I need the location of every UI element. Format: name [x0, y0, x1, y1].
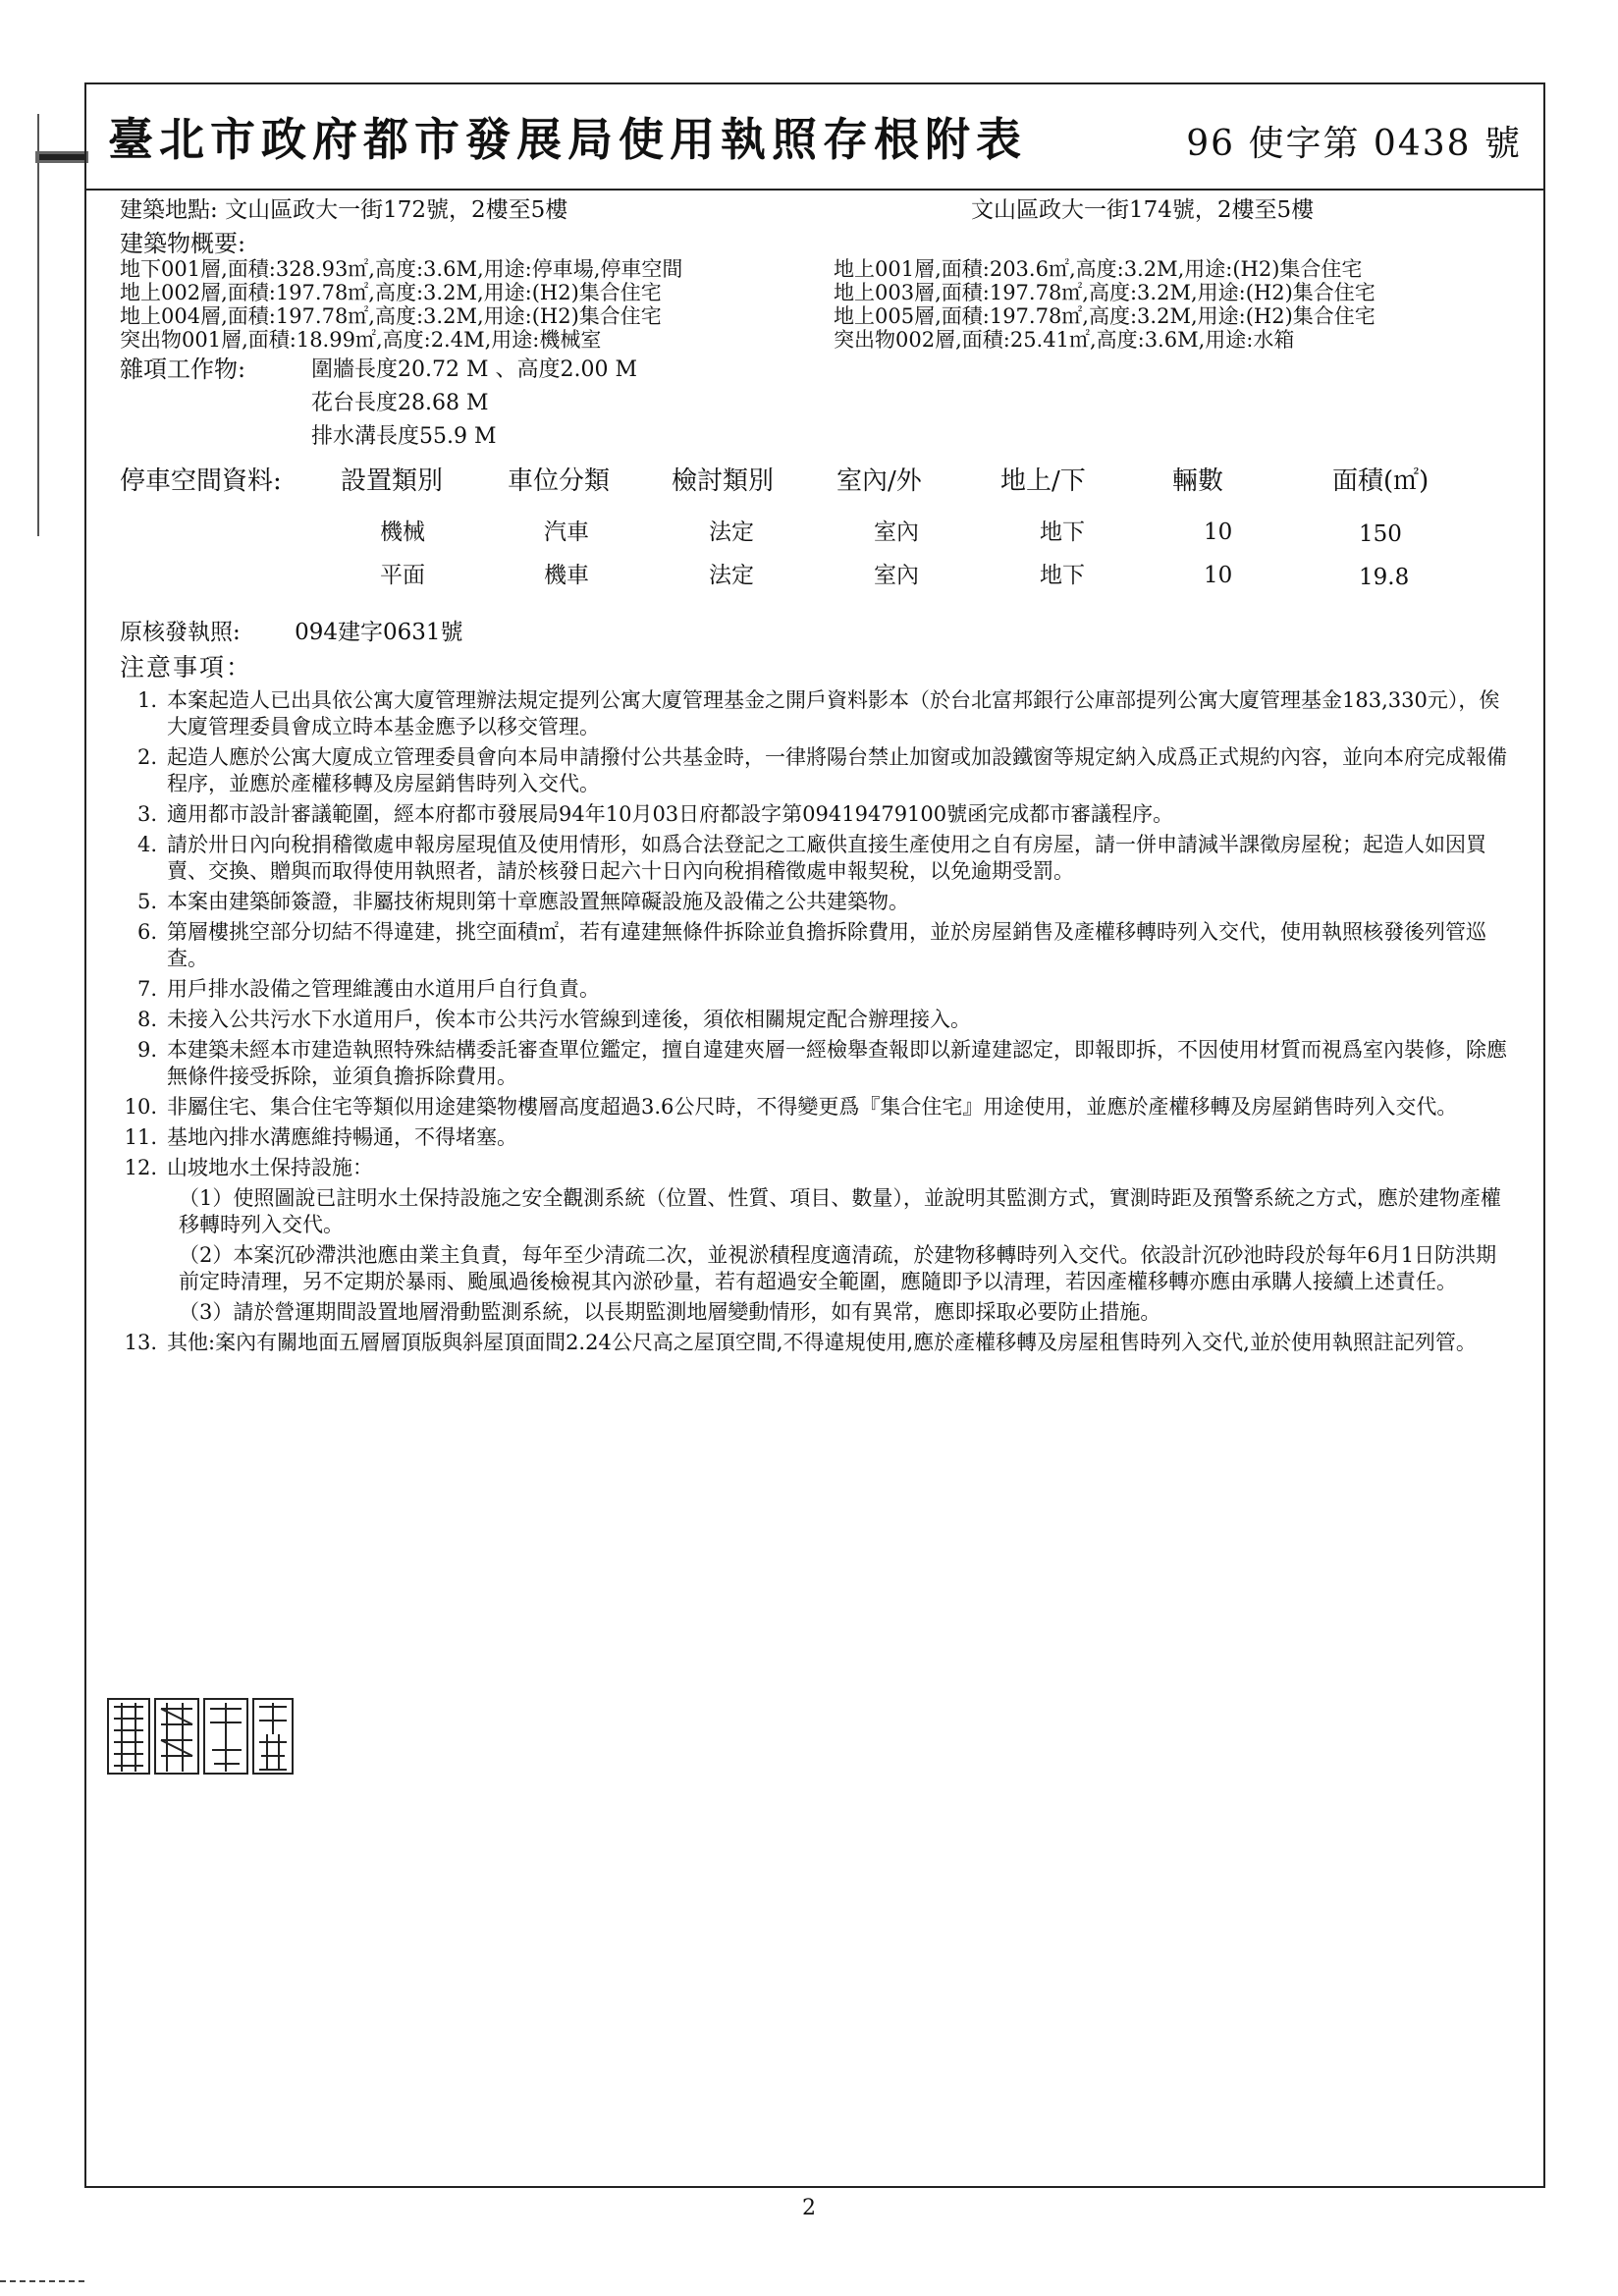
parking-cell: 10: [1204, 563, 1233, 588]
scan-edge-line: [37, 114, 39, 536]
note-text: 本案由建築師簽證，非屬技術規則第十章應設置無障礙設施及設備之公共建築物。: [167, 890, 909, 913]
note-item: [120, 1330, 1516, 1356]
building-summary-label: 建築物概要:: [120, 230, 246, 257]
parking-cell: 法定: [709, 563, 754, 588]
note-item: [120, 744, 1516, 797]
note-number: 2.: [136, 745, 157, 769]
note-text: 請於卅日內向稅捐稽徵處申報房屋現值及使用情形，如爲合法登記之工廠供直接生產使用之自有房屋，請一併申請減半課徵房屋稅；起造人如因買賣、交換、贈與而取得使用執照者，請於核發日起六十日內向稅捐稽徵處申報契稅，以免逾期受罰。: [167, 833, 1486, 883]
parking-cell: 室內: [874, 563, 919, 588]
note-number: 12.: [124, 1156, 157, 1179]
note-subitem: （2）本案沉砂滯洪池應由業主負責，每年至少清疏二次，並視淤積程度適清疏，於建物移轉時列入交代。依設計沉砂池時段於每年6月1日防洪期前定時清理，另不定期於暴雨、颱風過後檢視其內淤砂量，若有超過安全範圍，應隨即予以清理，若因產權移轉亦應由承購人接續上述責任。: [179, 1243, 1497, 1293]
misc-work-item: 圍牆長度20.72 M 、高度2.00 M: [311, 357, 637, 382]
original-permit-label: 原核發執照:: [120, 620, 241, 645]
floor-list: [120, 257, 1516, 355]
address-label: 建築地點:: [120, 197, 218, 223]
note-number: 11.: [124, 1125, 157, 1149]
note-item: [120, 1007, 1516, 1033]
original-permit-value: 094建字0631號: [295, 620, 463, 645]
floor-line: 突出物002層,面積:25.41㎡,高度:3.6M,用途:水箱: [834, 328, 1295, 352]
floor-line: 地上003層,面積:197.78㎡,高度:3.2M,用途:(H2)集合住宅: [834, 281, 1375, 304]
misc-work-item: 排水溝長度55.9 M: [311, 424, 497, 449]
floor-line: 地上004層,面積:197.78㎡,高度:3.2M,用途:(H2)集合住宅: [120, 304, 662, 328]
note-item: [120, 1124, 1516, 1151]
floor-column-right: [834, 257, 1375, 352]
parking-cell: 室內: [874, 519, 919, 545]
note-number: 10.: [124, 1095, 157, 1119]
parking-header: 面積(㎡): [1332, 466, 1429, 496]
note-number: 13.: [124, 1331, 157, 1354]
note-item: [120, 687, 1516, 740]
original-permit: [120, 621, 1516, 645]
note-text: 山坡地水土保持設施：: [167, 1156, 373, 1179]
floor-line: 地下001層,面積:328.93㎡,高度:3.6M,用途:停車場,停車空間: [120, 257, 683, 281]
parking-cell: 地下: [1040, 519, 1085, 545]
official-seal-stamp-icon: [104, 1695, 296, 1777]
note-text: 本案起造人已出具依公寓大廈管理辦法規定提列公寓大廈管理基金之開戶資料影本（於台北富邦銀行公庫部提列公寓大廈管理基金183,330元），俟大廈管理委員會成立時本基金應予以移交管理。: [167, 688, 1500, 738]
parking-cell: 19.8: [1359, 565, 1410, 590]
note-item: [120, 832, 1516, 885]
parking-label: 停車空間資料:: [120, 466, 282, 496]
misc-works: [120, 357, 1516, 456]
floor-line: 地上002層,面積:197.78㎡,高度:3.2M,用途:(H2)集合住宅: [120, 281, 662, 304]
document-title: 臺北市政府都市發展局使用執照存根附表: [108, 113, 1027, 166]
parking-cell: 機車: [544, 563, 589, 588]
permit-number: 96 使字第 0438 號: [1186, 124, 1522, 164]
note-item: [120, 919, 1516, 972]
parking-header: 輛數: [1172, 466, 1224, 496]
note-text: 非屬住宅、集合住宅等類似用途建築物樓層高度超過3.6公尺時，不得變更爲『集合住宅』用途使用，並應於產權移轉及房屋銷售時列入交代。: [167, 1095, 1458, 1119]
floor-line: 突出物001層,面積:18.99㎡,高度:2.4M,用途:機械室: [120, 328, 602, 352]
note-text: 基地內排水溝應維持暢通，不得堵塞。: [167, 1125, 517, 1149]
note-item: [120, 889, 1516, 915]
floor-line: 地上001層,面積:203.6㎡,高度:3.2M,用途:(H2)集合住宅: [834, 257, 1363, 281]
scan-mark-icon: [33, 143, 90, 173]
note-subitem: （3）請於營運期間設置地層滑動監測系統，以長期監測地層變動情形，如有異常，應即採取必要防止措施。: [179, 1300, 1161, 1324]
parking-header: 車位分類: [508, 466, 611, 496]
parking-header: 地上/下: [1000, 466, 1086, 496]
note-text: 其他:案內有關地面五層層頂版與斜屋頂面間2.24公尺高之屋頂空間,不得違規使用,應於產權移轉及房屋租售時列入交代,並於使用執照註記列管。: [167, 1331, 1477, 1354]
note-item: [120, 976, 1516, 1003]
parking-cell: 法定: [709, 519, 754, 545]
note-item: [120, 801, 1516, 828]
document-frame: [84, 82, 1545, 2188]
note-item: [120, 1094, 1516, 1121]
note-number: 7.: [136, 977, 157, 1001]
address-left-value: 文山區政大一街172號，2樓至5樓: [225, 197, 568, 223]
scan-edge-dashes: [0, 2280, 88, 2282]
note-text: 本建築未經本市建造執照特殊結構委託審查單位鑑定，擅自違建夾層一經檢舉查報即以新違建認定，即報即拆，不因使用材質而視爲室內裝修，除應無條件接受拆除，並須負擔拆除費用。: [167, 1038, 1507, 1088]
floor-line: 地上005層,面積:197.78㎡,高度:3.2M,用途:(H2)集合住宅: [834, 304, 1375, 328]
note-text: 用戶排水設備之管理維護由水道用戶自行負責。: [167, 977, 600, 1001]
note-number: 4.: [136, 833, 157, 856]
parking-cell: 地下: [1040, 563, 1085, 588]
note-number: 8.: [136, 1008, 157, 1031]
note-subitem: （1）使照圖說已註明水土保持設施之安全觀測系統（位置、性質、項目、數量），並說明其監測方式，實測時距及預警系統之方式，應於建物產權移轉時列入交代。: [179, 1186, 1501, 1236]
misc-work-item: 花台長度28.68 M: [311, 391, 489, 415]
parking-header: 檢討類別: [672, 466, 775, 496]
note-text: 未接入公共污水下水道用戶，俟本市公共污水管線到達後，須依相關規定配合辦理接入。: [167, 1008, 971, 1031]
floor-column-left: [120, 257, 682, 352]
address-row: [120, 198, 1516, 230]
parking-cell: 10: [1204, 519, 1233, 545]
misc-works-label: 雜項工作物:: [120, 355, 246, 383]
note-number: 6.: [136, 920, 157, 944]
parking-table: [120, 466, 1516, 617]
note-number: 3.: [136, 802, 157, 826]
page-number: 2: [802, 2196, 816, 2220]
note-text: 第層樓挑空部分切結不得違建，挑空面積㎡，若有違建無條件拆除並負擔拆除費用，並於房屋銷售及產權移轉時列入交代，使用執照核發後列管巡查。: [167, 920, 1486, 970]
note-item: [120, 1037, 1516, 1090]
notes-list: [120, 687, 1516, 1356]
note-text: 起造人應於公寓大廈成立管理委員會向本局申請撥付公共基金時，一律將陽台禁止加窗或加設鐵窗等規定納入成爲正式規約內容，並向本府完成報備程序，並應於產權移轉及房屋銷售時列入交代。: [167, 745, 1507, 795]
parking-cell: 機械: [380, 519, 425, 545]
parking-cell: 汽車: [544, 519, 589, 545]
note-text: 適用都市設計審議範圍，經本府都市發展局94年10月03日府都設字第09419479100號函完成都市審議程序。: [167, 802, 1174, 826]
note-number: 5.: [136, 890, 157, 913]
note-number: 9.: [136, 1038, 157, 1062]
parking-cell: 平面: [380, 563, 425, 588]
note-item: [120, 1155, 1516, 1181]
notes-label: 注意事項：: [120, 653, 253, 682]
parking-header: 室內/外: [836, 466, 922, 496]
address-right-value: 文山區政大一街174號，2樓至5樓: [971, 197, 1315, 223]
title-row: [86, 84, 1543, 191]
parking-header: 設置類別: [341, 466, 444, 496]
address-left: [120, 198, 567, 223]
document-body: [86, 189, 1543, 1360]
parking-cell: 150: [1359, 521, 1402, 547]
note-number: 1.: [136, 688, 157, 712]
